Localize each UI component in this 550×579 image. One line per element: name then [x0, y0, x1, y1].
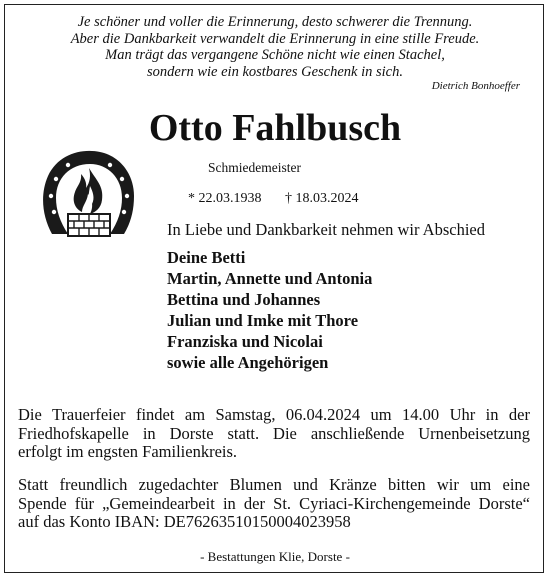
- donation-notice-line: Statt freundlich zugedachter Blumen und Kränze bitten wir um eine: [18, 475, 530, 494]
- quote-author: Dietrich Bonhoeffer: [431, 80, 520, 92]
- funeral-notice-line: Die Trauerfeier findet am Samstag, 06.04.2024 um 14.00 Uhr in der: [18, 405, 530, 424]
- mourner: Martin, Annette und Antonia: [167, 269, 373, 288]
- birth-date: * 22.03.1938: [188, 191, 262, 206]
- profession: Schmiedemeister: [208, 160, 301, 175]
- funeral-home-footer: - Bestattungen Klie, Dorste -: [200, 549, 350, 564]
- quote-line: sondern wie ein kostbares Geschenk in sich.: [147, 63, 403, 80]
- funeral-notice-line: Friedhofskapelle in Dorste statt. Die anschließende Urnenbeisetzung: [18, 423, 530, 443]
- donation-notice: [18, 476, 530, 532]
- quote-line: Je schöner und voller die Erinnerung, desto schwerer die Trennung.: [77, 14, 473, 30]
- mourner: Julian und Imke mit Thore: [167, 311, 359, 330]
- horseshoe-forge-fire-icon: [38, 146, 138, 246]
- mourner: Franziska und Nicolai: [167, 332, 323, 351]
- quote-line: Aber die Dankbarkeit verwandelt die Erinnerung in eine stille Freude.: [70, 30, 480, 47]
- donation-notice-line: Spende für „Gemeindearbeit in der St. Cyriaci-Kirchengemeinde Dorste“: [18, 493, 530, 513]
- funeral-notice: [18, 406, 530, 462]
- mourner: Deine Betti: [167, 248, 246, 267]
- mourner: Bettina und Johannes: [167, 290, 321, 309]
- mourner: sowie alle Angehörigen: [167, 353, 329, 372]
- death-date: † 18.03.2024: [285, 191, 359, 206]
- donation-notice-line: auf das Konto IBAN: DE76263510150004023958: [18, 512, 351, 531]
- deceased-name: Otto Fahlbusch: [148, 107, 402, 149]
- mourners-list: [167, 247, 372, 373]
- funeral-notice-line: erfolgt im engsten Familienkreis.: [18, 442, 238, 461]
- farewell-text: In Liebe und Dankbarkeit nehmen wir Abschied: [167, 220, 485, 239]
- quote: [20, 14, 530, 80]
- quote-line: Man trägt das vergangene Schöne nicht wie einen Stachel,: [105, 47, 445, 63]
